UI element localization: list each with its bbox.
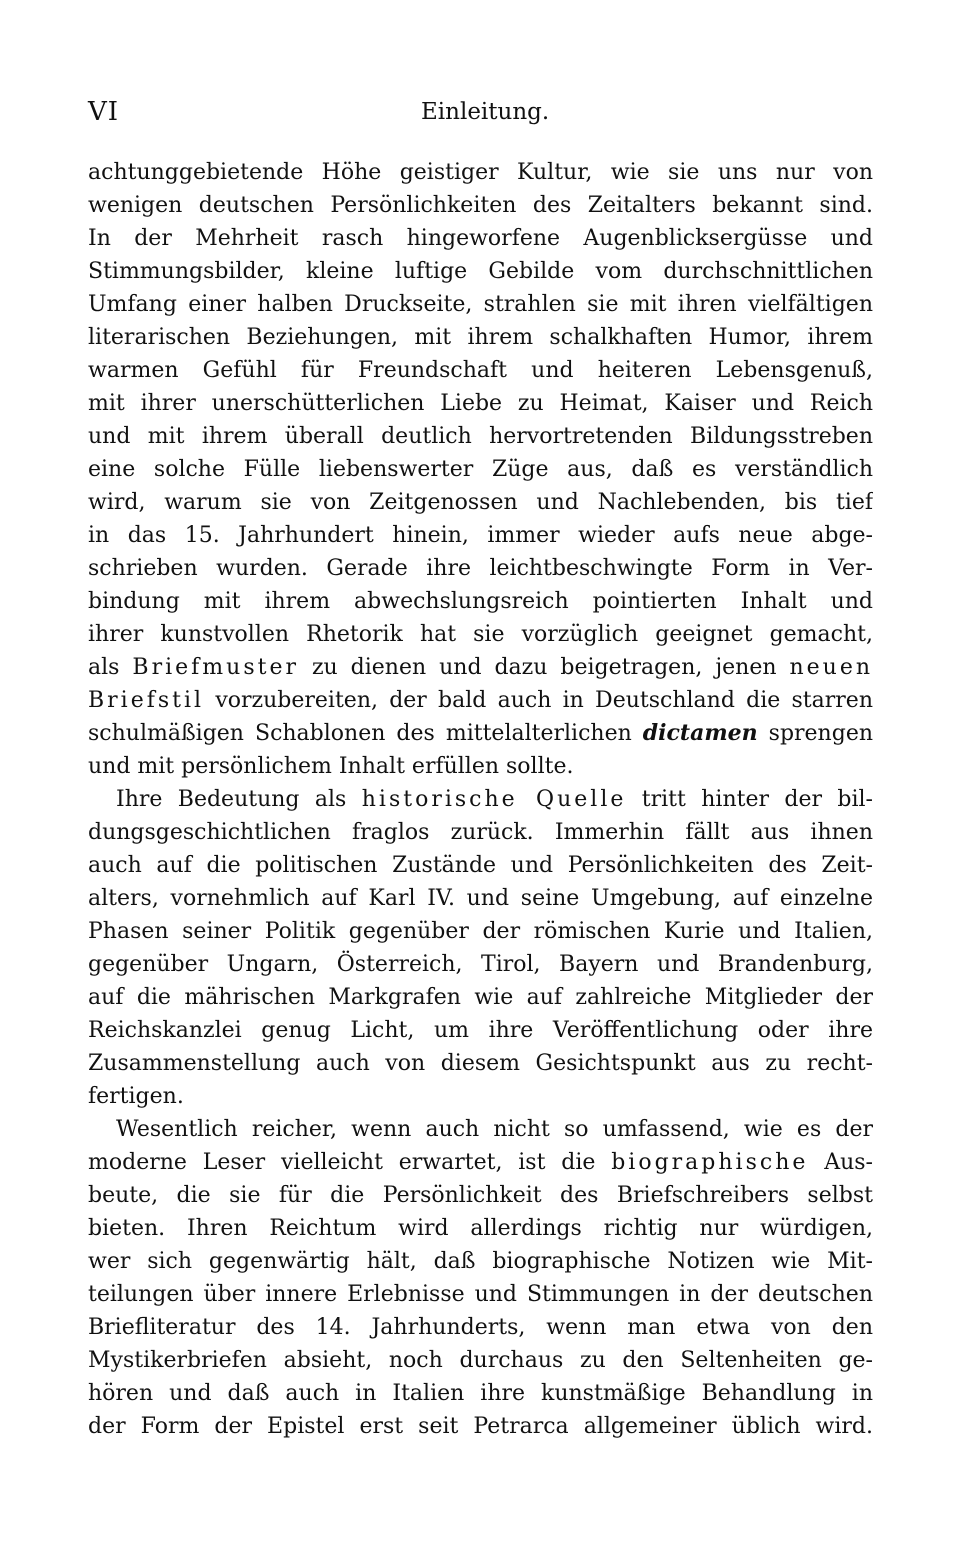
text-segment: sprengen [757,721,873,746]
emphasized-text: biographische [611,1150,809,1175]
text-segment: auch auf die politischen Zustände und Persönlichkeiten des Zeit- [88,853,873,878]
text-line [88,519,873,552]
text-segment: wer sich gegenwärtig hält, daß biographische Notizen wie Mit- [88,1249,873,1274]
text-segment: Briefliteratur des 14. Jahrhunderts, wenn man etwa von den [88,1315,873,1340]
text-line [88,1212,873,1245]
text-line [88,585,873,618]
text-line [88,717,873,750]
text-segment: als [88,655,133,680]
body-text [88,156,873,1443]
text-segment: wenigen deutschen Persönlichkeiten des Zeitalters bekannt sind. [88,193,873,218]
text-segment: literarischen Beziehungen, mit ihrem schalkhaften Humor, ihrem [88,325,873,350]
text-segment: schrieben wurden. Gerade ihre leichtbeschwingte Form in Ver- [88,556,873,581]
emphasized-text: Briefmuster [132,655,299,680]
text-line [88,387,873,420]
text-segment: schulmäßigen Schablonen des mittelalterlichen [88,721,643,746]
text-line [88,981,873,1014]
text-segment: wird, warum sie von Zeitgenossen und Nachlebenden, bis tief [88,490,873,515]
text-segment: gegenüber Ungarn, Österreich, Tirol, Bayern und Brandenburg, [88,952,873,977]
emphasized-text: historische Quelle [361,787,627,812]
text-line [88,321,873,354]
text-segment: Zusammenstellung auch von diesem Gesichtspunkt aus zu recht- [88,1051,873,1076]
text-segment: alters, vornehmlich auf Karl IV. und seine Umgebung, auf einzelne [88,886,873,911]
text-line [88,189,873,222]
text-segment: auf die mährischen Markgrafen wie auf zahlreiche Mitglieder der [88,985,873,1010]
text-segment: eine solche Fülle liebenswerter Züge aus, daß es verständlich [88,457,873,482]
text-line [88,915,873,948]
text-line [88,1179,873,1212]
text-line [88,948,873,981]
text-line [88,1080,873,1113]
text-line [88,552,873,585]
emphasized-text: dictamen [642,720,758,746]
page-header [88,92,873,132]
emphasized-text: Briefstil [88,688,205,713]
text-segment: ihrer kunstvollen Rhetorik hat sie vorzüglich geeignet gemacht, [88,622,873,647]
text-segment: dungsgeschichtlichen fraglos zurück. Immerhin fällt aus ihnen [88,820,873,845]
text-segment: mit ihrer unerschütterlichen Liebe zu Heimat, Kaiser und Reich [88,391,873,416]
text-line [88,618,873,651]
text-line [88,1245,873,1278]
text-line [88,1146,873,1179]
text-segment: fertigen. [88,1084,184,1109]
text-line [88,255,873,288]
text-line [88,783,873,816]
text-line [88,486,873,519]
text-line [88,882,873,915]
text-line [88,1047,873,1080]
text-line [88,651,873,684]
text-segment: warmen Gefühl für Freundschaft und heiteren Lebensgenuß, [88,358,873,383]
text-segment: In der Mehrheit rasch hingeworfene Augenblicksergüsse und [88,226,873,251]
text-segment: Mystikerbriefen absieht, noch durchaus zu den Seltenheiten ge- [88,1348,873,1373]
text-segment: der Form der Epistel erst seit Petrarca allgemeiner üblich wird. [88,1414,873,1439]
text-line [88,453,873,486]
text-segment: bieten. Ihren Reichtum wird allerdings richtig nur würdigen, [88,1216,873,1241]
page-number: VI [88,97,120,127]
text-line [88,1377,873,1410]
text-segment: Stimmungsbilder, kleine luftige Gebilde vom durchschnittlichen [88,259,873,284]
text-segment: in das 15. Jahrhundert hinein, immer wieder aufs neue abge- [88,523,873,548]
text-segment: tritt hinter der bil- [626,787,873,812]
text-line [88,156,873,189]
text-segment: teilungen über innere Erlebnisse und Stimmungen in der deutschen [88,1282,873,1307]
text-line [88,222,873,255]
text-segment: moderne Leser vielleicht erwartet, ist die [88,1150,612,1175]
text-line [88,1410,873,1443]
text-segment: bindung mit ihrem abwechslungsreich pointierten Inhalt und [88,589,873,614]
text-segment: Ihre Bedeutung als [116,787,362,812]
text-line [88,1311,873,1344]
text-line [88,750,873,783]
text-segment: achtunggebietende Höhe geistiger Kultur, wie sie uns nur von [88,160,873,185]
text-segment: und mit ihrem überall deutlich hervortretenden Bildungsstreben [88,424,873,449]
text-segment: Phasen seiner Politik gegenüber der römischen Kurie und Italien, [88,919,873,944]
running-title: Einleitung. [421,99,550,125]
text-line [88,420,873,453]
text-line [88,849,873,882]
text-segment: hören und daß auch in Italien ihre kunstmäßige Behandlung in [88,1381,873,1406]
text-line [88,1278,873,1311]
text-segment: Aus- [808,1150,873,1175]
text-line [88,354,873,387]
text-line [88,684,873,717]
text-segment: beute, die sie für die Persönlichkeit des Briefschreibers selbst [88,1183,873,1208]
text-segment: vorzubereiten, der bald auch in Deutschland die starren [204,688,873,713]
text-line [88,816,873,849]
text-segment: Umfang einer halben Druckseite, strahlen sie mit ihren vielfältigen [88,292,873,317]
text-line [88,1344,873,1377]
text-line [88,1014,873,1047]
text-line [88,288,873,321]
text-segment: und mit persönlichem Inhalt erfüllen sollte. [88,754,574,779]
emphasized-text: neuen [789,655,873,680]
text-segment: Wesentlich reicher, wenn auch nicht so umfassend, wie es der [116,1117,873,1142]
text-segment: Reichskanzlei genug Licht, um ihre Veröffentlichung oder ihre [88,1018,873,1043]
text-line [88,1113,873,1146]
text-segment: zu dienen und dazu beigetragen, jenen [299,655,790,680]
